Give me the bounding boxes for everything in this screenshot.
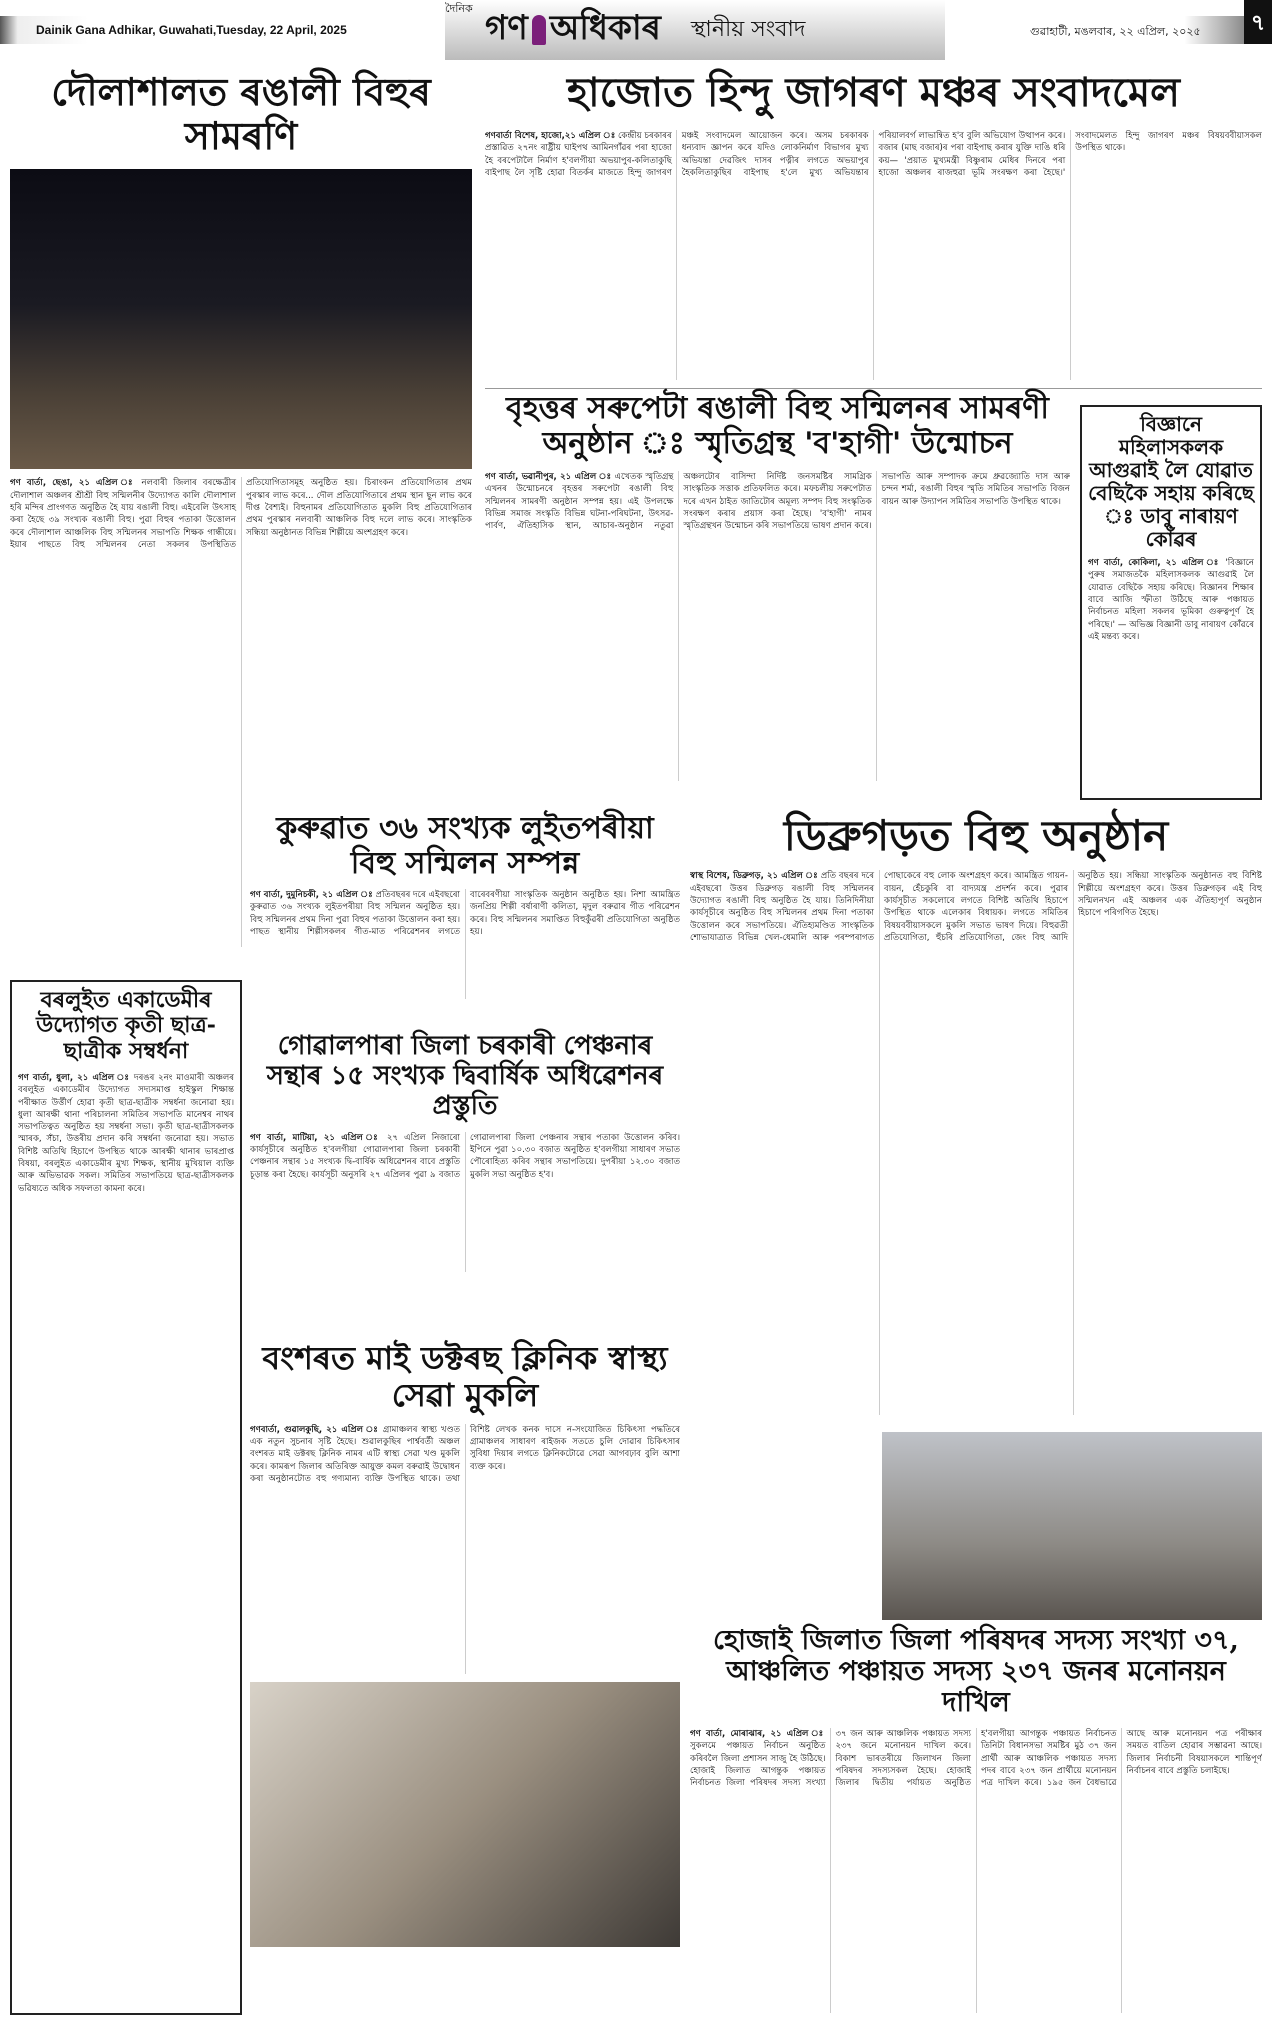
- headline: হোজাই জিলাত জিলা পৰিষদৰ সদস্য সংখ্যা ৩৭, আঞ্চলিত পঞ্চায়ত সদস্য ২৩৭ জনৰ মনোনয়ন দাখিল: [713, 1625, 1239, 1719]
- headline: কুৰুৱাত ৩৬ সংখ্যক লুইতপৰীয়া বিহু সন্মিলন সম্পন্ন: [276, 811, 654, 881]
- dateline: গণবাৰ্তা, গুৱালকুছি, ২১ এপ্ৰিল ঃ: [250, 1424, 379, 1435]
- divider: [485, 388, 1262, 389]
- headline: বৰলুইত একাডেমীৰ উদ্যোগত কৃতী ছাত্ৰ-ছাত্ৰীক সম্বৰ্ধনা: [36, 987, 216, 1064]
- dateline: গণ বাৰ্তা, ছেঙা, ২১ এপ্ৰিল ঃ: [10, 478, 136, 489]
- article-hajo: [485, 70, 1262, 385]
- page-number: ৭: [1244, 0, 1272, 44]
- article-kuruwa: [250, 812, 680, 1027]
- article-body: কেন্দ্ৰীয় চৰকাৰৰ প্ৰস্তাৱিত ২৭নং ৰাষ্ট্ৰীয় ঘাইপথ আমিনগাঁৱৰ পৰা হাজো হৈ বৰপেটালৈ নিৰ্মাণ হ'বলগীয়া অভয়াপুৰ-কলিতাকুছি বাইপাছ লৈ সৃষ্টি হোৱা বিতৰ্কৰ মাজতে হিন্দু জাগৰণ মঞ্চই সংবাদমেল আয়োজন কৰে। অসম চৰকাৰক ধন্যবাদ জ্ঞাপন কৰে যদিও লোকনিৰ্মাণ বিভাগৰ মুখ্য অভিযন্তা দেৱজিৎ দাসৰ পত্নীৰ লগতে অভয়াপুৰ হৈকলিতাকুছিৰ বাইপাছ হ'লে মুখ্য অভিযন্তাৰ পৰিয়ালবৰ্গ লাভান্বিত হ'ব বুলি অভিযোগ উত্থাপন কৰে। বজাৰ (মাছ বজাৰ)ৰ পৰা বাইপাছ কৰাৰ যুক্তি দাঙি ধৰি কয়— 'প্ৰয়াত মুখ্যমন্ত্ৰী বিষ্ণুৰাম মেধিৰ দিনৰে পৰা হাজো অঞ্চলৰ ৰাজহুৱা ভূমি সংৰক্ষণ কৰা হৈছে।' সংবাদমেলত হিন্দু জাগৰণ মঞ্চৰ বিষয়ববীয়াসকল উপস্থিত থাকে।: [485, 131, 1262, 178]
- dateline: গণ বাৰ্তা, দুমুনিচকী, ২১ এপ্ৰিল ঃ: [250, 890, 373, 900]
- article-body: সুকলমে পঞ্চায়ত নিৰ্বাচন অনুষ্ঠিত কৰিবলৈ জিলা প্ৰশাসন সাজু হৈ উঠিছে। হোজাই জিলাত আগন্তুক পঞ্চায়ত নিৰ্বাচনত জিলা পৰিষদৰ সদস্য সংখ্যা ৩৭ জন আৰু আঞ্চলিক পঞ্চায়ত সদস্য ২৩৭ জনে মনোনয়ন দাখিল কৰে। বিকাশ ভাৰতৰীয়ে জিলাখন জিলা পৰিষদৰ সদস্যসকল হৈছে। হোজাই জিলাৰ দ্বিতীয় পৰ্যায়ত অনুষ্ঠিত হ'বলগীয়া আগন্তুক পঞ্চায়ত নিৰ্বাচনত তিনিটা বিধানসভা সমষ্টিৰ মুঠ ৩৭ জন প্ৰাৰ্থী আৰু আঞ্চলিক পঞ্চায়ত সদস্য পদৰ বাবে ২৩৭ জন প্ৰাৰ্থীয়ে মনোনয়ন পত্ৰ দাখিল কৰে। ১৯৫ জন বৈধভাৱে আছে আৰু মনোনয়ন পত্ৰ পৰীক্ষাৰ সময়ত বাতিল হোৱাৰ সম্ভাৱনা আছে। জিলাৰ নিৰ্বাচনী বিষয়াসকলে শান্তিপূৰ্ণ নিৰ্বাচনৰ বাবে প্ৰস্তুতি চলাইছে।: [690, 1729, 1262, 1789]
- headline: বৃহত্তৰ সৰুপেটা ৰঙালী বিহু সন্মিলনৰ সামৰণী অনুষ্ঠান ঃ স্মৃতিগ্ৰন্থ 'ব'হাগী' উন্মোচন: [506, 391, 1049, 461]
- masthead-bar: [0, 0, 1272, 60]
- dateline: গণবাৰ্তা বিশেষ, হাজো,২১ এপ্ৰিল ঃ: [485, 131, 616, 141]
- article-dibrugarh: [690, 812, 1262, 1432]
- article-sarupeta: [485, 392, 1070, 802]
- newspaper-logo: গণ অধিকাৰ স্থানীয় সংবাদ: [445, 0, 945, 60]
- headline: বংশৰত মাই ডক্টৰছ ক্লিনিক স্বাস্থ্য সেৱা মুকলি: [262, 1339, 668, 1414]
- article-body: 'বিজ্ঞানে পুৰুষ সমাজতকৈ মহিলাসকলক আগুৱাই লৈ যোৱাত বেছিকৈ সহায় কৰিছে। বিজ্ঞানৰ শিক্ষাৰ বাবে আজি স্ফীতা উঠিছে আৰু পঞ্চায়ত নিৰ্বাচনত মহিলা সকলৰ ভূমিকা গুৰুত্বপূৰ্ণ হৈ পৰিছে।' — অভিজ্ঞ বিজ্ঞানী ডাবু নাৰায়ণ কোঁৱৰে এই মন্তব্য কৰে।: [1088, 558, 1254, 642]
- headline: ডিব্ৰুগড়ত বিহু অনুষ্ঠান: [783, 811, 1169, 860]
- section-name: স্থানীয় সংবাদ: [690, 16, 806, 42]
- article-hojai: [690, 1625, 1262, 2015]
- article-body: এখেতক স্মৃতিগ্ৰন্থ এখনৰ উন্মোচনৰে বৃহত্তৰ সৰুপেটা ৰঙালী বিহু সন্মিলনৰ সামৰণী অনুষ্ঠান সম্পন্ন হয়। এই উপলক্ষে বিভিন্ন সমাজ সংস্কৃতি বিভিন্ন ঘটনা-পৰিঘটনা, উৎসৱ-পাৰ্বণ, ঐতিহাসিক স্থান, আচাৰ-অনুষ্ঠান নতুৱা অঞ্চলটোৰ বাসিন্দা নিৰ্দিষ্ট জনসমষ্টিৰ সামগ্ৰিক সাংস্কৃতিক সত্তাক প্ৰতিফলিত কৰে। মফচলীয় সৰুপেটাত দৰে এখন ঠাইত জাতিটোৰ অমূল্য সম্পদ বিহু সংস্কৃতিক সংৰক্ষণ কৰাৰ প্ৰয়াস কৰা হৈছে। 'ব'হাগী' নামৰ স্মৃতিগ্ৰন্থখন উন্মোচন কৰি সভাপতিয়ে ভাষণ প্ৰদান কৰে। সভাপতি আৰু সম্পাদক ক্ৰমে ধ্ৰুৱজ্যোতি দাস আৰু চন্দন শৰ্মা, ৰঙালী বিহুৰ স্মৃতি সমিতিৰ সভাপতি বিজন বায়ন আৰু উদ্যাপন সমিতিৰ সভাপতি উপস্থিত থাকে।: [485, 472, 1070, 532]
- article-body: নলবাৰী জিলাৰ বৰক্ষেত্ৰীৰ দৌলাশাল অঞ্চলৰ শ্ৰীশ্ৰী বিহু সন্মিলনীৰ উদ্যোগত কালি দৌলাশাল হৰি মন্দিৰ প্ৰাংগণত অনুষ্ঠিত হৈ যায় ৰঙালী বিহু। এইবেলি উৎসাহ কৰা হৈছে ৩৯ সংখ্যক ৰঙালী বিহু। পুৱা বিহুৰ পতাকা উত্তোলন কৰে দৌলাশাল আঞ্চলিক বিহু সন্মিলনৰ সভাপতি শিক্ষক গান্ধীয়ে। ইয়াৰ পাছতে বিহু সন্মিলনৰ নেতা সকলৰ উপস্থিতিত প্ৰতিযোগিতাসমূহ অনুষ্ঠিত হয়। চিৰাংকন প্ৰতিযোগিতাৰ প্ৰথম পুৰস্কাৰ লাভ কৰে... দৌল প্ৰতিযোগিতাৰে প্ৰথম স্থান ছুন লাভ কৰে দীপ্ত বৈশ্যই। বিহুনামৰ প্ৰতিযোগিতাত মুকলি বিহু প্ৰতিযোগিতাৰ প্ৰথম পুৰস্কাৰ নলবাৰী আঞ্চলিক বিহু দলে লাভ কৰে। সাংস্কৃতিক সন্ধিয়া অনুষ্ঠানত বিভিন্ন শিল্পীয়ে অংশগ্ৰহণ কৰে।: [10, 478, 472, 550]
- headline: বিজ্ঞানে মহিলাসকলক আগুৱাই লৈ যোৱাত বেছিকৈ সহায় কৰিছে ঃ ডাবু নাৰায়ণ কোঁৱৰ: [1088, 412, 1254, 551]
- article-kokila: [1080, 405, 1262, 800]
- headline: গোৱালপাৰা জিলা চৰকাৰী পেঞ্চনাৰ সন্থাৰ ১৫ সংখ্যক দ্বিবাৰ্ষিক অধিৱেশনৰ প্ৰস্তুতি: [266, 1031, 664, 1121]
- dateline: গণ বাৰ্তা, ধুলা, ২১ এপ্ৰিল ঃ: [18, 1072, 131, 1083]
- dateline: গণ বাৰ্তা, কোকিলা, ২১ এপ্ৰিল ঃ: [1088, 558, 1221, 568]
- dateline: গণ বাৰ্তা, মাটিয়া, ২১ এপ্ৰিল ঃ: [250, 1132, 381, 1143]
- dateline: গণ বাৰ্তা, ভৱানীপুৰ, ২১ এপ্ৰিল ঃ: [485, 472, 612, 482]
- article-body: দৰঙৰ ২নং মাওমাৰী অঞ্চলৰ বৰলুইত একাডেমীৰ উদ্যোগত সদ্যসমাপ্ত হাইস্কুল শিক্ষান্ত পৰীক্ষাত উৰ্ত্তীৰ্ণ হোৱা কৃতী ছাত্ৰ-ছাত্ৰীক সম্বৰ্ধনা জনোৱা হয়। ধুলা আৰক্ষী থানা পৰিচালনা সমিতিৰ সভাপতি মানেশ্বৰ নাথৰ সভাপতিত্বত অনুষ্ঠিত হয় সম্বৰ্ধনা সভা। কৃতী ছাত্ৰ-ছাত্ৰীসকলক স্মাৰক, সঁচা, উত্তৰীয় প্ৰদান কৰি সম্বৰ্ধনা জনোৱা হয়। সভাত বিশিষ্ট অতিথি হিচাপে উপস্থিত থাকে আৰক্ষী থানাৰ ভাৰপ্ৰাপ্ত বিষয়া, বৰলুইত একাডেমীৰ মুখ্য শিক্ষক, স্থানীয় মুখিয়াল ব্যক্তি আৰু অভিভাৱক সকল। সমিতিৰ সভাপতিয়ে ছাত্ৰ-ছাত্ৰীসকলক ভৱিষ্যতে অধিক সফলতা কামনা কৰে।: [18, 1072, 234, 1194]
- english-dateline: Dainik Gana Adhikar, Guwahati,Tuesday, 22 April, 2025: [0, 16, 440, 44]
- article-body: প্ৰতি বছৰৰ দৰে এইবছৰো উত্তৰ ডিব্ৰুগড় ৰঙালী বিহু সন্মিলনৰ উদ্যোগত ৰঙালী বিহু অনুষ্ঠিত হৈ যায়। তিনিদিনীয়া কাৰ্যসূচীৰে অনুষ্ঠিত বিহু সন্মিলনৰ প্ৰথম দিনা পতাকা উত্তোলন কৰে সভাপতিয়ে। ঐতিহ্যমণ্ডিত সাংস্কৃতিক শোভাযাত্ৰাত বিভিন্ন খেল-ধেমালি আৰু পৰম্পৰাগত পোছাকেৰে বহু লোক অংশগ্ৰহণ কৰে। আমন্ত্ৰিত গায়ন-বায়ন, হেঁচকুৰি বা বাদ্যযন্ত্ৰ প্ৰদৰ্শন কৰে। পুৱাৰ কাৰ্যসূচীত সকলোৰে লগতে বিশিষ্ট অতিথি হিচাপে উপস্থিত থাকে এলেকাৰ বিধায়ক। লগতে সমিতিৰ বিষয়ববীয়াসকলে মুকলি সভাত ভাষণ দিয়ে। বিহুৱতী প্ৰতিযোগিতা, হুঁচৰি প্ৰতিযোগিতা, জেং বিহু আদি অনুষ্ঠিত হয়। সন্ধিয়া সাংস্কৃতিক অনুষ্ঠানত বহু বিশিষ্ট শিল্পীয়ে অংশগ্ৰহণ কৰে। উত্তৰ ডিব্ৰুগড়ৰ এই বিহু সন্মিলনখন এই অঞ্চলৰ এক ঐতিহ্যপূৰ্ণ অনুষ্ঠান হিচাপে পৰিগণিত হৈছে।: [690, 871, 1262, 943]
- article-body: গ্ৰামাঞ্চলৰ স্বাস্থ্য খণ্ডত এক নতুন সুচনাৰ সৃষ্টি হৈছে। শুৱালকুছিৰ পাৰ্শ্ববৰ্তী অঞ্চল বংশৰত মাই ডক্টৰছ ক্লিনিক নামৰ এটি স্বাস্থ্য সেৱা খণ্ড মুকলি কৰে। কামৰূপ জিলাৰ অতিৰিক্ত আয়ুক্ত কমল বৰুৱাই উদ্বোধন কৰা অনুষ্ঠানটোত বহু গণ্যমান্য ব্যক্তি উপস্থিত থাকে। তথা বিশিষ্ট লেখক কনক দাসে ন-সংযোজিত চিকিৎসা পদ্ধতিৰে গ্ৰামাঞ্চলৰ সাধাৰণ ৰাইজক সততে চুলি দোৱাৰ চিকিৎসাৰ সুবিধা দিয়াৰ লগতে ক্লিনিকটোৱে সেৱা আগবঢ়াব বুলি আশা ব্যক্ত কৰে।: [250, 1424, 680, 1484]
- clinic-inauguration-photo: [250, 1682, 680, 1947]
- article-body: প্ৰতিবছৰৰ দৰে এইবছৰো কুৰুৱাত ৩৬ সংখ্যক লুইতপৰীয়া বিহু সন্মিলন অনুষ্ঠিত হয়। বিহু সন্মিলনৰ প্ৰথম দিনা পুৱা বিহুৰ পতাকা উত্তোলন কৰা হয়। পাছত স্থানীয় শিল্পীসকলৰ গীত-মাত পৰিৱেশনৰ লগতে বাৰেবৰণীয়া সাংস্কৃতিক অনুষ্ঠান অনুষ্ঠিত হয়। নিশা আমন্ত্ৰিত জনপ্ৰিয় শিল্পী বৰ্ষাৰাণী কলিতা, মৃদুল বৰুৱাৰ গীত পৰিৱেশন কৰে। বিহু সন্মিলনৰ সমাপ্তিত বিহুকুঁৱৰী প্ৰতিযোগিতা অনুষ্ঠিত হয়।: [250, 890, 680, 937]
- assamese-dateline: গুৱাহাটী, মঙলবাৰ, ২২ এপ্ৰিল, ২০২৫: [980, 16, 1272, 44]
- article-goalpara: [250, 1032, 680, 1332]
- logo-kicker: দৈনিক: [445, 2, 473, 15]
- dateline: স্বাস্থ বিশেষ, ডিব্ৰুগড়, ২১ এপ্ৰিল ঃ: [690, 871, 818, 882]
- dibrugarh-event-photo: [882, 1432, 1262, 1620]
- article-baraluit: [10, 980, 242, 2015]
- dateline: গণ বাৰ্তা, মোৰাঝাৰ, ২১ এপ্ৰিল ঃ: [690, 1729, 826, 1740]
- headline: দৌলাশালত ৰঙালী বিহুৰ সামৰণি: [51, 69, 431, 158]
- bihu-dance-photo: [10, 169, 472, 469]
- headline: হাজোত হিন্দু জাগৰণ মঞ্চৰ সংবাদমেল: [567, 69, 1180, 116]
- article-body: ২৭ এপ্ৰিল নিজাৰো কাৰ্যসূচীৰে অনুষ্ঠিত হ'বলগীয়া গোৱালপাৰা জিলা চৰকাৰী পেঞ্চনাৰ সন্থাৰ ১৫ সংখ্যক দ্বি-বাৰ্ষিক অধিৱেশনৰ বাবে প্ৰস্তুতি চূড়ান্ত কৰা হৈছে। কাৰ্যসূচী অনুসৰি ২৭ এপ্ৰিলৰ পুৱা ৯ বজাত গোৱালপাৰা জিলা পেঞ্চনাৰ সন্থাৰ পতাকা উত্তোলন কৰিব। ইপিনে পুৱা ১০.৩০ বজাত অনুষ্ঠিত হ'বলগীয়া সাধাৰণ সভাত পৌৰোহিত্য কৰিব সন্থাৰ সভাপতিয়ে। দুপৰীয়া ১২.৩০ বজাত মুকলি সভা অনুষ্ঠিত হ'ব।: [250, 1132, 680, 1180]
- logo-figure-icon: [532, 15, 546, 45]
- article-clinic: [250, 1340, 680, 2015]
